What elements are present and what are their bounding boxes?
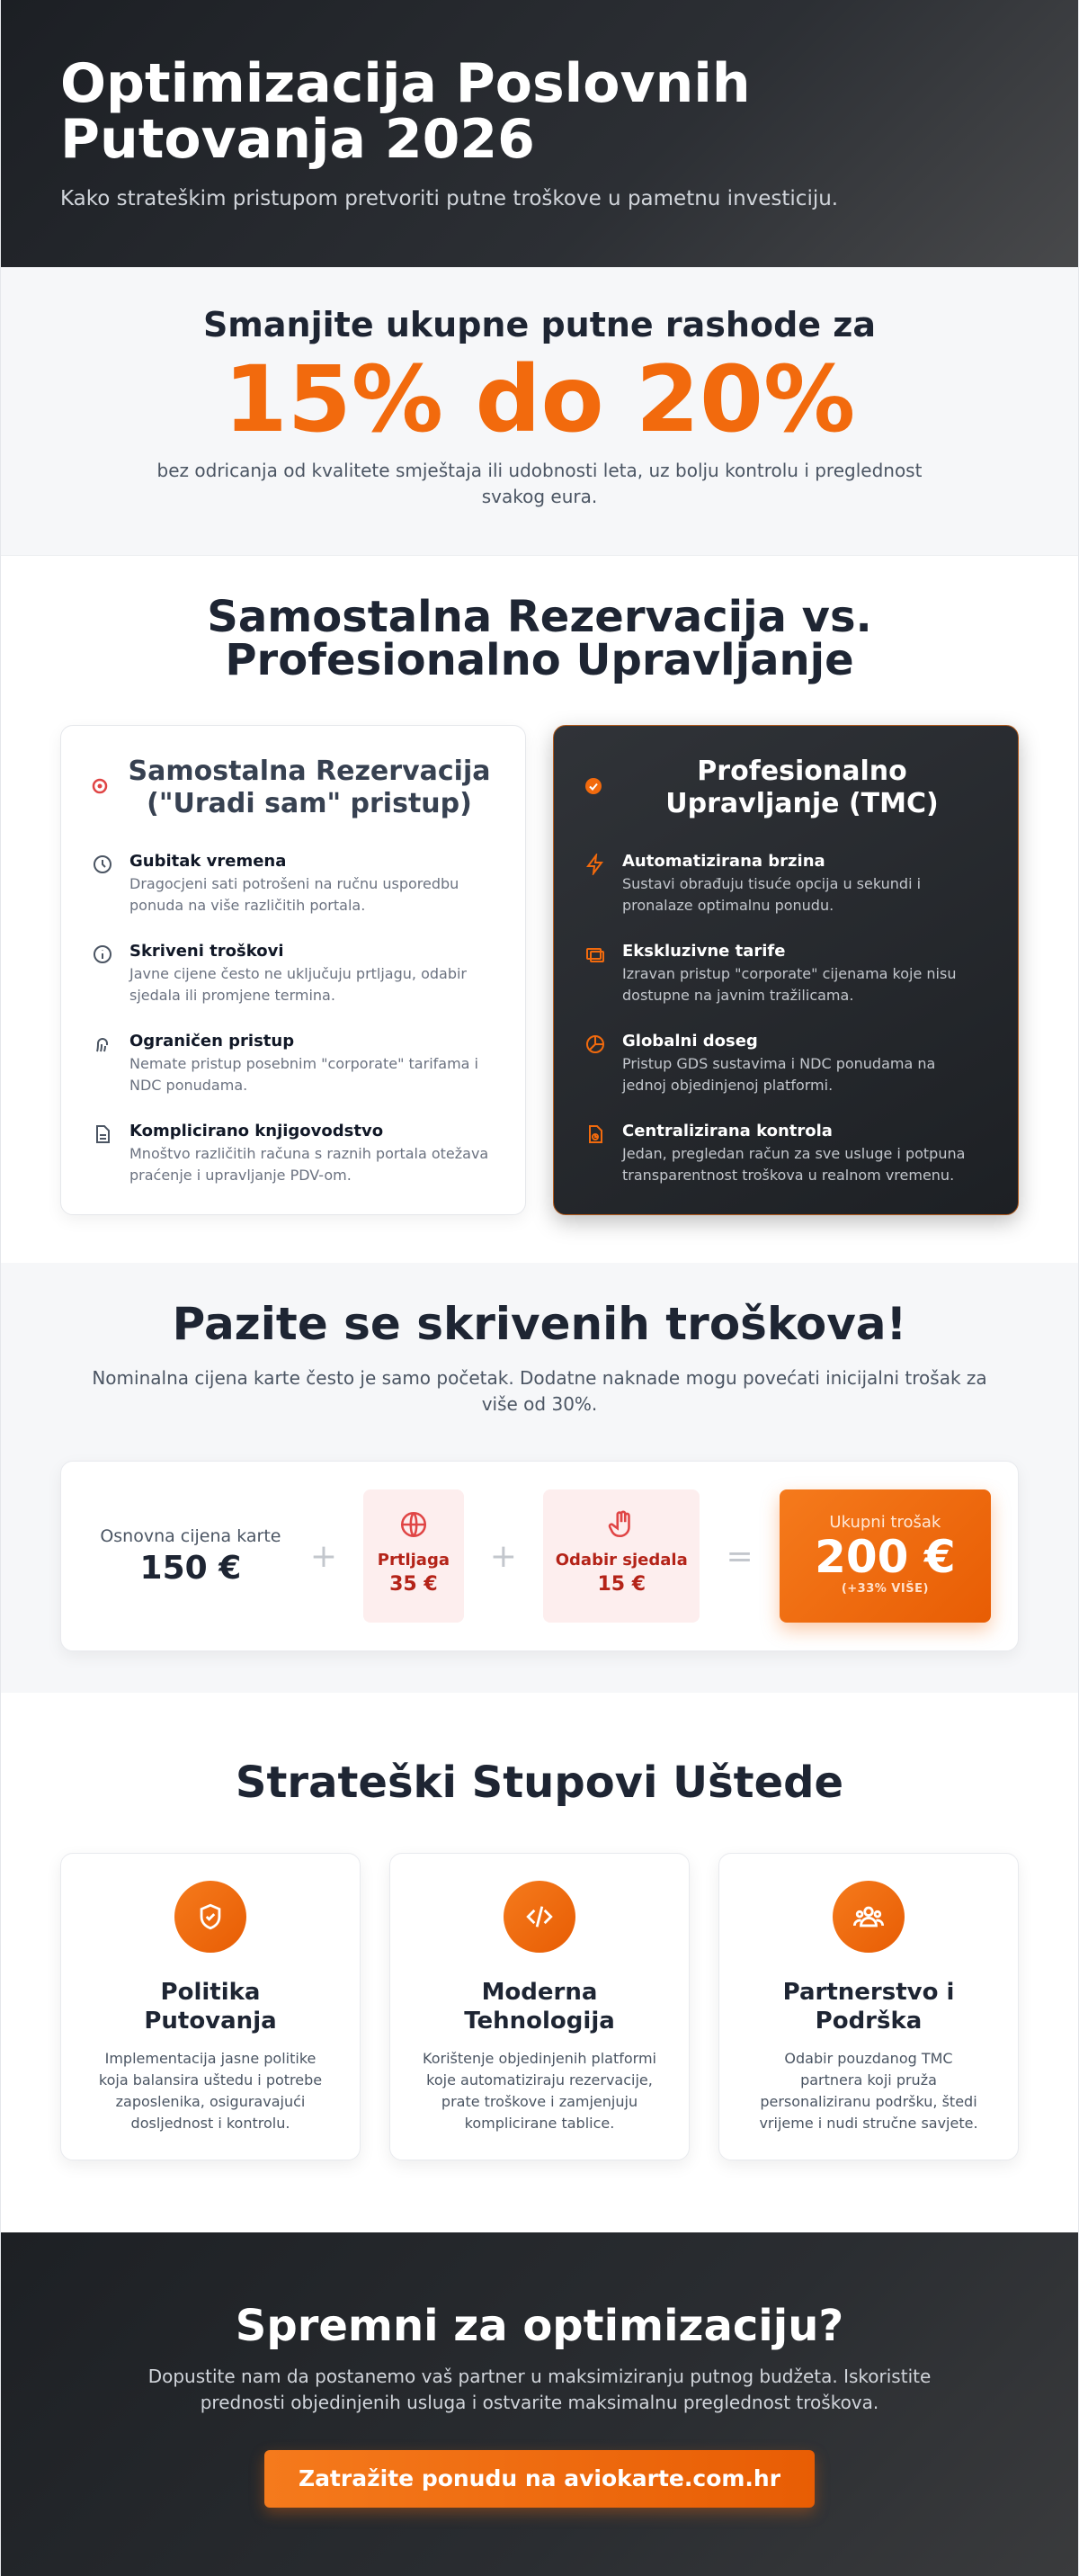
- hero-subtitle: Kako strateškim pristupom pretvoriti putne troškove u pametnu investiciju.: [60, 187, 839, 210]
- list-item: [584, 852, 984, 915]
- base-price-label: Osnovna cijena karte: [100, 1525, 281, 1546]
- code-icon: [504, 1881, 575, 1953]
- item-desc: Javne cijene često ne uključuju prtljagu, odabir sjedala ili promjene termina.: [129, 965, 468, 1004]
- self-booking-card: [60, 725, 526, 1215]
- item-title: Automatizirana brzina: [622, 852, 825, 871]
- check-circle-icon: [584, 777, 620, 799]
- ticket-icon: [584, 942, 622, 1005]
- base-price-value: 150 €: [139, 1549, 242, 1587]
- lightning-icon: [584, 852, 622, 915]
- equals-sign: =: [726, 1537, 754, 1575]
- users-icon: [833, 1881, 905, 1953]
- x-circle-icon: [92, 778, 128, 798]
- document-icon: [92, 1122, 129, 1185]
- request-offer-button[interactable]: Zatražite ponudu na aviokarte.com.hr: [264, 2450, 815, 2508]
- item-desc: Nemate pristup posebnim "corporate" tarifama i NDC ponudama.: [129, 1055, 478, 1094]
- pillar-card: [389, 1853, 690, 2160]
- pillars-title: Strateški Stupovi Uštede: [235, 1758, 844, 1808]
- pillar-title: Politika Putovanja: [144, 1979, 277, 2035]
- pillar-desc: Korištenje objedinjenih platformi koje automatiziraju rezervacije, prate troškove i zamjenjuju komplicirane tablice.: [423, 2050, 656, 2132]
- savings-lead: Smanjite ukupne putne rashode za: [202, 305, 877, 344]
- savings-highlight: 15% do 20%: [223, 346, 856, 453]
- item-title: Centralizirana kontrola: [622, 1122, 833, 1140]
- pillar-desc: Implementacija jasne politike koja balansira uštedu i potrebe zaposlenika, osiguravajući dosljednost i kontrolu.: [98, 2050, 323, 2132]
- list-item: [92, 942, 491, 1005]
- hidden-costs-section: [1, 1263, 1078, 1693]
- total-cost-value: 200 €: [815, 1531, 956, 1583]
- file-chart-icon: [584, 1122, 622, 1185]
- list-item: [584, 1122, 984, 1185]
- total-cost: [780, 1489, 991, 1623]
- hand-icon: [606, 1526, 637, 1543]
- seat-fee: [543, 1489, 700, 1623]
- plus-sign: +: [489, 1537, 517, 1575]
- item-title: Ekskluzivne tarife: [622, 942, 786, 961]
- info-icon: [92, 942, 129, 1005]
- globe-icon: [398, 1526, 429, 1543]
- seat-fee-value: 15 €: [597, 1573, 647, 1596]
- list-item: [92, 1122, 491, 1185]
- pillar-title: Moderna Tehnologija: [464, 1979, 615, 2035]
- list-item: [584, 1032, 984, 1095]
- pillars-section: [1, 1693, 1078, 2232]
- tmc-card: [553, 725, 1019, 1215]
- base-price: [97, 1526, 284, 1587]
- cta-title: Spremni za optimizaciju?: [235, 2301, 844, 2351]
- pillar-desc: Odabir pouzdanog TMC partnera koji pruža personaliziranu podršku, štedi vrijeme i nudi stručne savjete.: [759, 2050, 978, 2132]
- shield-check-icon: [174, 1881, 246, 1953]
- tmc-title: Profesionalno Upravljanje (TMC): [665, 756, 939, 819]
- savings-description: bez odricanja od kvalitete smještaja ili udobnosti leta, uz bolju kontrolu i preglednost svakog eura.: [156, 460, 923, 507]
- pillar-card: [718, 1853, 1019, 2160]
- item-title: Ograničen pristup: [129, 1032, 295, 1051]
- savings-section: [1, 267, 1078, 556]
- item-desc: Jedan, pregledan račun za sve usluge i potpuna transparentnost troškova u realnom vremenu.: [622, 1145, 966, 1184]
- baggage-fee-value: 35 €: [389, 1573, 438, 1596]
- cta-section: [1, 2232, 1078, 2576]
- list-item: [584, 942, 984, 1005]
- item-desc: Pristup GDS sustavima i NDC ponudama na jednoj objedinjenoj platformi.: [622, 1055, 936, 1094]
- item-title: Gubitak vremena: [129, 852, 287, 871]
- item-desc: Dragocjeni sati potrošeni na ručnu usporedbu ponuda na više različitih portala.: [129, 875, 459, 914]
- hidden-costs-title: Pazite se skrivenih troškova!: [172, 1298, 907, 1350]
- pillar-title: Partnerstvo i Podrška: [782, 1979, 955, 2035]
- item-desc: Mnoštvo različitih računa s raznih portala otežava praćenje i upravljanje PDV-om.: [129, 1145, 489, 1184]
- hero-title: Optimizacija Poslovnih Putovanja 2026: [60, 52, 751, 171]
- item-title: Komplicirano knjigovodstvo: [129, 1122, 384, 1140]
- self-booking-title: Samostalna Rezervacija ("Uradi sam" pristup): [128, 756, 491, 819]
- pillar-card: [60, 1853, 361, 2160]
- seat-fee-label: Odabir sjedala: [555, 1551, 688, 1570]
- baggage-fee: [363, 1489, 464, 1623]
- cost-equation: [60, 1461, 1019, 1651]
- hidden-costs-description: Nominalna cijena karte često je samo početak. Dodatne naknade mogu povećati inicijalni trošak za više od 30%.: [92, 1367, 987, 1415]
- cta-description: Dopustite nam da postanemo vaš partner u maksimiziranju putnog budžeta. Iskoristite prednosti objedinjenih usluga i ostvarite maksimalnu preglednost troškova.: [147, 2366, 932, 2413]
- total-cost-label: Ukupni trošak: [829, 1513, 941, 1532]
- hero-header: [1, 0, 1078, 267]
- plus-sign: +: [309, 1537, 337, 1575]
- item-title: Globalni doseg: [622, 1032, 758, 1051]
- list-item: [92, 1032, 491, 1095]
- pie-chart-icon: [584, 1032, 622, 1095]
- comparison-title: Samostalna Rezervacija vs. Profesionalno Upravljanje: [207, 592, 872, 685]
- item-desc: Izravan pristup "corporate" cijenama koje nisu dostupne na javnim tražilicama.: [622, 965, 957, 1004]
- item-title: Skriveni troškovi: [129, 942, 284, 961]
- baggage-fee-label: Prtljaga: [377, 1551, 450, 1570]
- fingerprint-icon: [92, 1032, 129, 1095]
- item-desc: Sustavi obrađuju tisuće opcija u sekundi i pronalaze optimalnu ponudu.: [622, 875, 922, 914]
- list-item: [92, 852, 491, 915]
- comparison-section: [1, 556, 1078, 1263]
- clock-icon: [92, 852, 129, 915]
- total-cost-note: (+33% VIŠE): [841, 1582, 929, 1596]
